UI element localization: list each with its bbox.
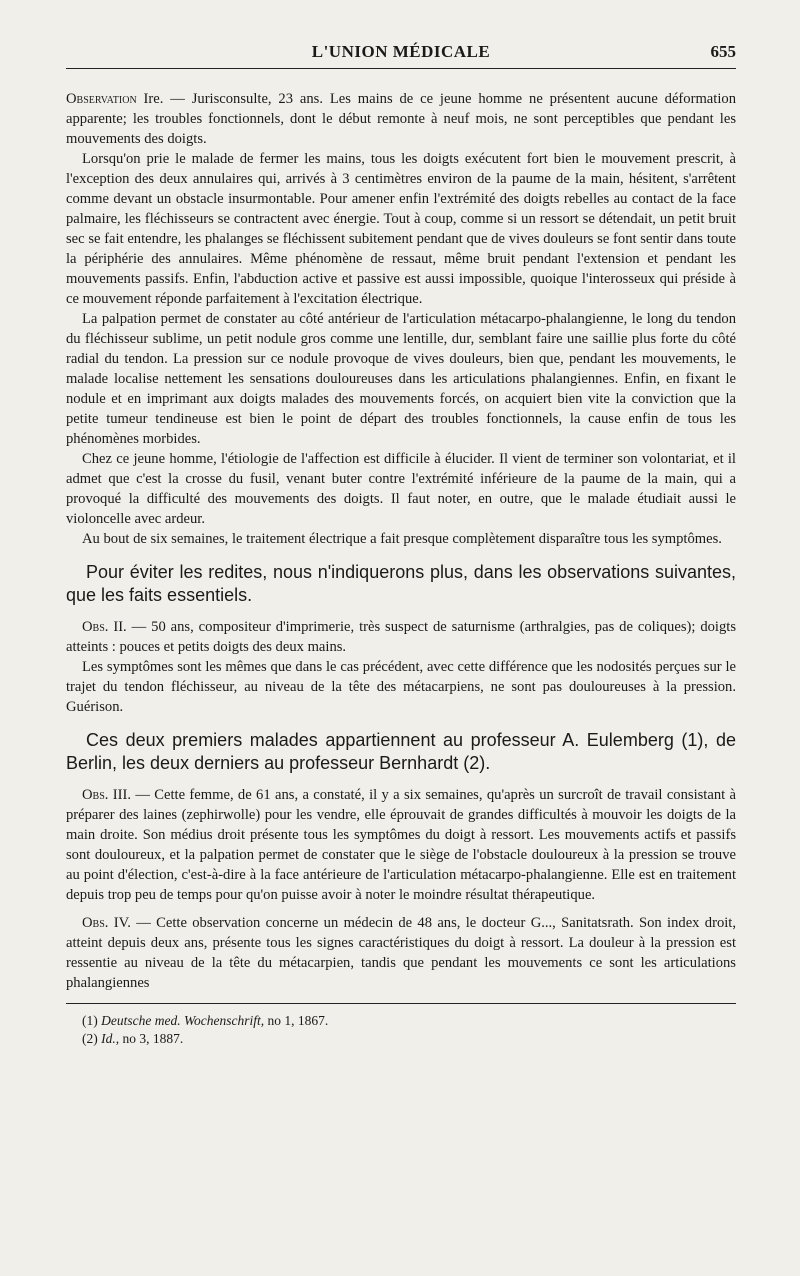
page-title: L'UNION MÉDICALE <box>311 42 491 61</box>
footnotes <box>66 1012 736 1048</box>
article-body <box>66 89 736 1048</box>
obs1-label-num: Ire. <box>143 91 164 107</box>
page <box>66 34 736 1048</box>
obs3-paragraph-1 <box>66 785 736 905</box>
footnote-divider <box>66 1003 736 1004</box>
obs3-text-1: — Cette femme, de 61 ans, a constaté, il y a six semaines, qu'après un surcroît de travail consistant à préparer des laines (zephirwolle) pour les vendre, elle éprouvait de grandes difficultés à mouvoir les doigts de la main droite. Son médius droit présente tous les symptômes du doigt à ressort. Les mouvements actifs et passifs sont douloureux, et la palpation permet de constater que le siège de l'obstacle douloureux à la pression se trouve au point d'élection, c'est-à-dire à la face antérieure de l'articulation métacarpo-phalangienne. Elle est en traitement depuis trop peu de temps pour qu'on puisse avoir à noter le moindre résultat thérapeutique. <box>66 787 737 903</box>
obs2-label: Obs. II. <box>82 619 127 635</box>
obs1-paragraph-1 <box>66 89 736 149</box>
page-number: 655 <box>710 42 736 61</box>
obs1-paragraph-4: Chez ce jeune homme, l'étiologie de l'affection est difficile à élucider. Il vient de terminer son volontariat, et il admet que c'est la crosse du fusil, venant buter contre l'extrémité inférieure de la paume de la main, qui a provoqué la difficulté des mouvements des doigts. Il faut noter, en outre, que le malade étudiait aussi le violoncelle avec ardeur. <box>66 451 736 527</box>
obs4-paragraph-1 <box>66 913 736 993</box>
lead-paragraph-1: Pour éviter les redites, nous n'indiquerons plus, dans les observations suivantes, que les faits essentiels. <box>66 562 736 605</box>
obs1-paragraph-2: Lorsqu'on prie le malade de fermer les mains, tous les doigts exécutent fort bien le mouvement prescrit, à l'exception des deux annulaires qui, arrivés à 3 centimètres environ de la paume de la main, hésitent, s'arrêtent comme devant un obstacle insurmontable. Pour amener enfin l'extrémité des doigts rebelles au contact de la face palmaire, les fléchisseurs se contractent avec énergie. Tout à coup, comme si un ressort se détendait, un petit bruit sec se fait entendre, les phalanges se fléchissent subitement pendant que de vives douleurs se font sentir dans toute la périphérie des annulaires. Même phénomène de ressaut, même bruit pendant l'extension et pendant les mouvements passifs. Enfin, l'abduction active et passive est aussi impossible, quoique l'interosseux qui préside à ce mouvement réponde parfaitement à l'excitation électrique. <box>66 151 736 307</box>
footnote-2 <box>66 1030 736 1048</box>
footnote-1-ref: no 1, 1867. <box>264 1013 329 1028</box>
obs1-text-1: — Jurisconsulte, 23 ans. Les mains de ce jeune homme ne présentent aucune déformation apparente; les troubles fonctionnels, dont le début remonte à neuf mois, ne sont perceptibles que pendant les mouvements des doigts. <box>66 91 736 147</box>
obs1-paragraph-3: La palpation permet de constater au côté antérieur de l'articulation métacarpo-phalangienne, le long du tendon du fléchisseur sublime, un petit nodule gros comme une lentille, dur, semblant faire une saillie plus forte du côté radial du tendon. La pression sur ce nodule provoque de vives douleurs, bien que, pendant les mouvements, le malade localise nettement les sensations douloureuses dans les articulations phalangiennes. Enfin, en fixant le nodule et en imprimant aux doigts malades des mouvements forcés, on acquiert bien vite la conviction que la petite tumeur tendineuse est bien le point de départ des troubles fonctionnels, la cause enfin de tous les phénomènes morbides. <box>66 311 736 447</box>
obs4-text-1: — Cette observation concerne un médecin de 48 ans, le docteur G..., Sanitatsrath. Son index droit, atteint depuis deux ans, présente tous les signes caractéristiques du doigt à ressort. La douleur à la pression est ressentie au niveau de la tête du métacarpien, tandis que pendant les mouvements ce sont les articulations phalangiennes <box>66 915 736 991</box>
footnote-1-num: (1) <box>82 1013 98 1028</box>
footnote-1-title: Deutsche med. Wochenschrift, <box>101 1013 265 1028</box>
obs2-paragraph-1 <box>66 617 736 657</box>
obs3-label: Obs. III. <box>82 787 131 803</box>
footnote-2-title: Id., <box>101 1031 120 1046</box>
obs2-paragraph-2: Les symptômes sont les mêmes que dans le cas précédent, avec cette différence que les nodosités perçues sur le trajet du tendon fléchisseur, au niveau de la tête des métacarpiens, ne sont pas douloureuses à la pression. Guérison. <box>66 659 736 715</box>
obs1-label: Observation <box>66 91 137 107</box>
obs2-text-1: — 50 ans, compositeur d'imprimerie, très suspect de saturnisme (arthralgies, pas de coliques); doigts atteints : pouces et petits doigts des deux mains. <box>66 619 737 655</box>
obs1-paragraph-5: Au bout de six semaines, le traitement électrique a fait presque complètement disparaître tous les symptômes. <box>82 531 722 547</box>
footnote-2-num: (2) <box>82 1031 98 1046</box>
footnote-1 <box>66 1012 736 1030</box>
lead-paragraph-2: Ces deux premiers malades appartiennent au professeur A. Eulemberg (1), de Berlin, les deux derniers au professeur Bernhardt (2). <box>66 730 736 773</box>
footnote-2-ref: no 3, 1887. <box>119 1031 184 1046</box>
obs4-label: Obs. IV. <box>82 915 131 931</box>
running-head <box>66 34 736 69</box>
